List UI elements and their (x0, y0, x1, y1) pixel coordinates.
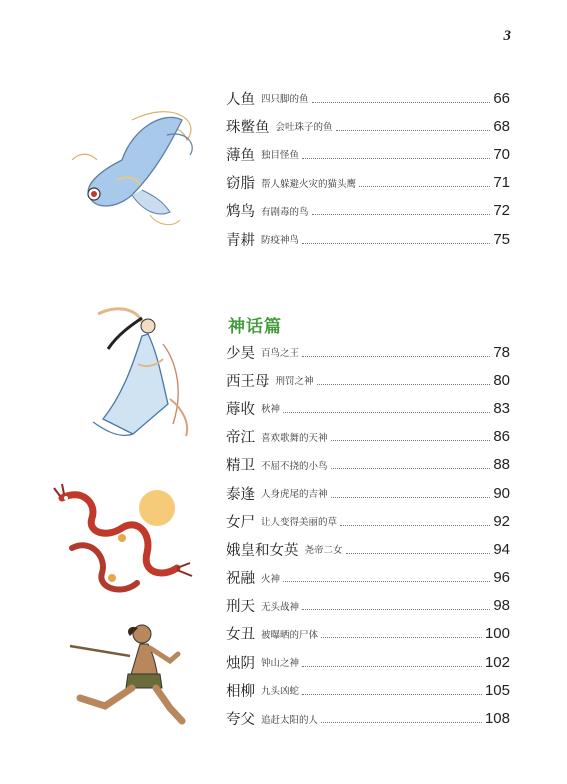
leader-dots (321, 722, 482, 723)
leader-dots (336, 130, 491, 131)
entry-page: 94 (493, 540, 510, 558)
leader-dots (331, 440, 491, 441)
entry-description: 追赶太阳的人 (261, 714, 319, 726)
fish-illustration (62, 100, 204, 230)
entry-page: 90 (493, 484, 510, 502)
entry-description: 被曝晒的尸体 (261, 629, 319, 641)
entry-name: 珠鳖鱼 (226, 119, 270, 136)
entry-description: 火神 (261, 573, 281, 585)
toc-entry[interactable] (226, 507, 510, 535)
entry-description: 喜欢歌舞的天神 (261, 432, 328, 444)
dragon-illustration (52, 478, 202, 608)
leader-dots (312, 102, 491, 103)
leader-dots (346, 553, 491, 554)
entry-page: 70 (493, 145, 510, 163)
toc-entry[interactable] (226, 535, 510, 563)
entry-page: 92 (493, 512, 510, 530)
entry-description: 有剧毒的鸟 (261, 206, 309, 218)
entry-name: 祝融 (226, 571, 255, 588)
entry-page: 86 (493, 428, 510, 446)
leader-dots (302, 666, 482, 667)
leader-dots (283, 412, 490, 413)
entry-description: 帮人躲避火灾的猫头鹰 (261, 178, 357, 190)
entry-name: 帝江 (226, 430, 255, 447)
toc-entry[interactable] (226, 648, 510, 676)
entry-description: 人身虎尾的吉神 (261, 489, 328, 501)
entry-description: 尧帝二女 (304, 545, 343, 557)
entry-page: 108 (484, 710, 510, 728)
toc-entry[interactable] (226, 451, 510, 479)
section-heading: 神话篇 (228, 317, 282, 337)
entry-name: 窃脂 (226, 176, 255, 193)
entry-description: 无头战神 (261, 601, 300, 613)
top-entry-list (226, 84, 510, 253)
toc-entry[interactable] (226, 366, 510, 394)
entry-page: 105 (484, 681, 510, 699)
entry-page: 98 (493, 597, 510, 615)
entry-description: 防疫神鸟 (261, 235, 300, 247)
entry-page: 80 (493, 371, 510, 389)
entry-name: 泰逢 (226, 486, 255, 503)
leader-dots (331, 497, 491, 498)
entry-page: 75 (493, 230, 510, 248)
entry-description: 让人变得美丽的草 (261, 517, 338, 529)
entry-description: 刑罚之神 (275, 376, 314, 388)
entry-name: 女尸 (226, 514, 255, 531)
entry-page: 71 (493, 174, 510, 192)
toc-entry[interactable] (226, 169, 510, 197)
entry-page: 68 (493, 117, 510, 135)
entry-page: 83 (493, 399, 510, 417)
entry-description: 不屈不挠的小鸟 (261, 460, 328, 472)
entry-page: 72 (493, 202, 510, 220)
toc-entry[interactable] (226, 84, 510, 112)
toc-entry[interactable] (226, 592, 510, 620)
toc-entry[interactable] (226, 620, 510, 648)
entry-description: 秋神 (261, 404, 281, 416)
toc-entry[interactable] (226, 225, 510, 253)
entry-name: 女丑 (226, 627, 255, 644)
running-man-illustration (60, 616, 206, 728)
toc-entry[interactable] (226, 338, 510, 366)
entry-description: 钟山之神 (261, 658, 300, 670)
entry-description: 会吐珠子的鱼 (275, 122, 333, 134)
entry-page: 88 (493, 456, 510, 474)
entry-page: 96 (493, 569, 510, 587)
entry-name: 薄鱼 (226, 147, 255, 164)
entry-name: 夸父 (226, 712, 255, 729)
entry-page: 78 (493, 343, 510, 361)
entry-name: 蓐收 (226, 401, 255, 418)
toc-entry[interactable] (226, 479, 510, 507)
toc-entry[interactable] (226, 423, 510, 451)
leader-dots (317, 384, 491, 385)
entry-name: 鸩鸟 (226, 204, 255, 221)
leader-dots (321, 637, 482, 638)
leader-dots (340, 525, 490, 526)
entry-name: 少昊 (226, 345, 255, 362)
leader-dots (312, 214, 491, 215)
leader-dots (283, 581, 490, 582)
entry-description: 九头凶蛇 (261, 686, 300, 698)
entry-name: 烛阴 (226, 655, 255, 672)
leader-dots (302, 356, 490, 357)
entry-description: 百鸟之王 (261, 348, 300, 360)
leader-dots (359, 186, 490, 187)
leader-dots (302, 243, 490, 244)
page-number: 3 (503, 28, 511, 44)
entry-description: 独目怪鱼 (261, 150, 300, 162)
toc-entry[interactable] (226, 140, 510, 168)
myth-entry-list (226, 338, 510, 733)
entry-name: 人鱼 (226, 91, 255, 108)
toc-entry[interactable] (226, 676, 510, 704)
entry-page: 102 (484, 653, 510, 671)
entry-name: 青耕 (226, 232, 255, 249)
entry-page: 66 (493, 89, 510, 107)
toc-entry[interactable] (226, 112, 510, 140)
leader-dots (331, 468, 491, 469)
leader-dots (302, 609, 490, 610)
entry-name: 西王母 (226, 373, 270, 390)
toc-entry[interactable] (226, 704, 510, 732)
entry-page: 100 (484, 625, 510, 643)
toc-entry[interactable] (226, 564, 510, 592)
entry-name: 娥皇和女英 (226, 542, 299, 559)
toc-entry[interactable] (226, 197, 510, 225)
entry-name: 相柳 (226, 683, 255, 700)
entry-name: 刑天 (226, 599, 255, 616)
entry-description: 四只脚的鱼 (261, 94, 309, 106)
entry-name: 精卫 (226, 458, 255, 475)
goddess-illustration (78, 304, 200, 444)
leader-dots (302, 158, 490, 159)
toc-entry[interactable] (226, 394, 510, 422)
leader-dots (302, 694, 482, 695)
